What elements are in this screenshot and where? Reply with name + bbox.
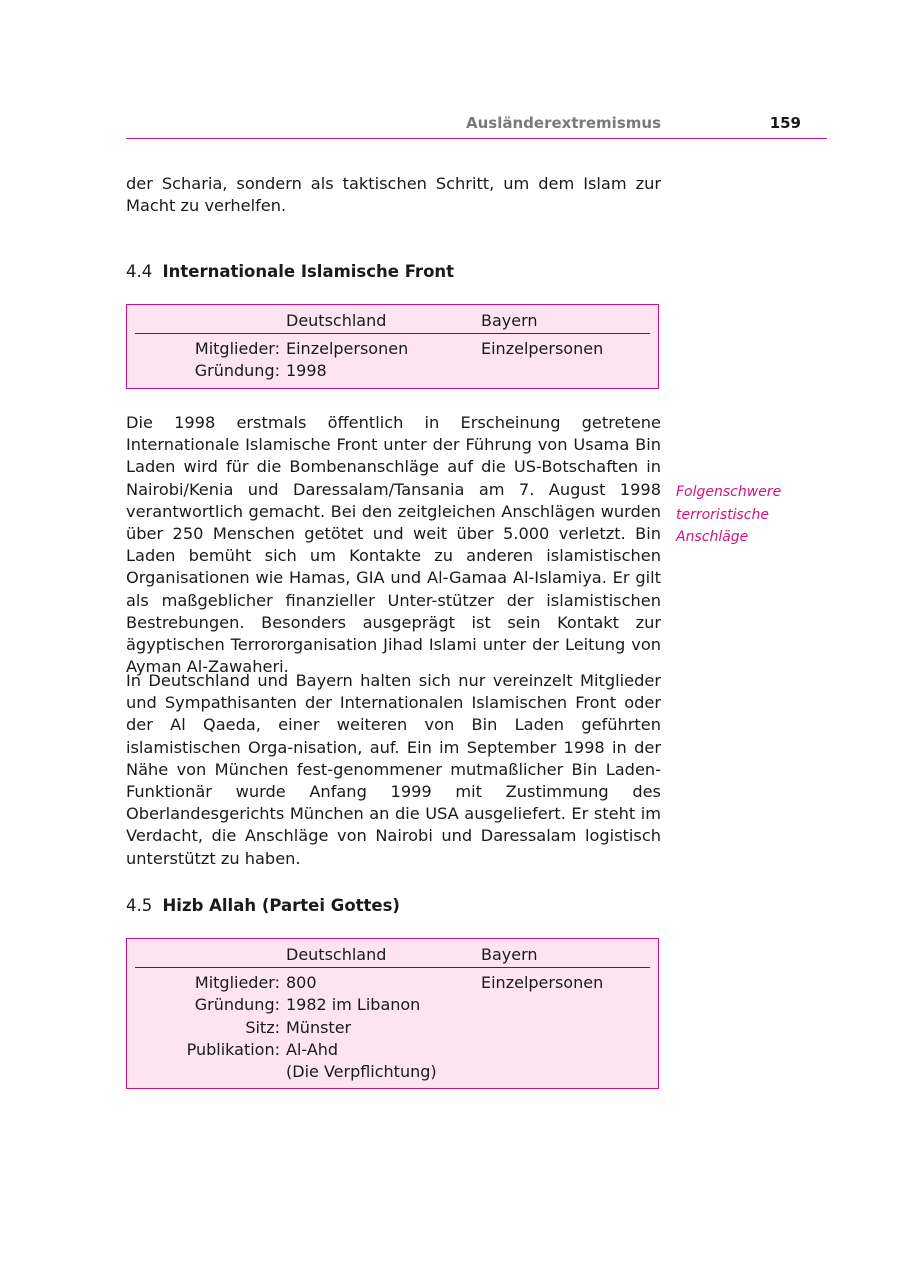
table-row (135, 338, 650, 360)
running-header (126, 114, 827, 139)
table-row (135, 1061, 650, 1083)
info-box-internationale-islamische-front (126, 304, 659, 389)
row-label: Mitglieder: (194, 339, 280, 358)
info-table (135, 311, 650, 383)
body-paragraph-2: In Deutschland und Bayern halten sich nur vereinzelt Mitglieder und Sympathisanten der Internationalen Islamischen Front oder der Al Qaeda, einer weiteren von Bin Laden geführten islamistischen Orga-nisation, auf. Ein im September 1998 in der Nähe von München fest-genommener mutmaßlicher Bin Laden-Funktionär wurde Anfang 1999 mit Zustimmung des Oberlandesgerichts München an die USA ausgeliefert. Er steht im Verdacht, die Anschläge von Nairobi und Daressalam logistisch unterstützt zu haben. (126, 671, 661, 868)
margin-note-line: terroristische (676, 506, 769, 523)
row-value-deutschland: Al-Ahd (286, 1039, 339, 1059)
row-label: Mitglieder: (194, 973, 280, 992)
section-title: Hizb Allah (Partei Gottes) (162, 896, 400, 915)
section-heading-4-5 (126, 896, 400, 915)
margin-note-line: Folgenschwere (676, 484, 782, 500)
row-label: Sitz: (245, 1017, 280, 1037)
page-number: 159 (769, 114, 801, 132)
intro-paragraph: der Scharia, sondern als taktischen Schritt, um dem Islam zur Macht zu verhelfen. (126, 174, 661, 216)
column-header-deutschland: Deutschland (286, 945, 387, 964)
row-value-deutschland: Einzelpersonen (286, 339, 409, 358)
row-value-bayern: Einzelpersonen (481, 339, 604, 358)
row-value-deutschland: Münster (286, 1017, 352, 1037)
column-header-deutschland: Deutschland (286, 311, 387, 330)
row-value-deutschland: 1998 (286, 361, 327, 381)
table-row (135, 972, 650, 994)
row-value-deutschland: (Die Verpflichtung) (286, 1062, 437, 1082)
table-row (135, 360, 650, 382)
info-table (135, 945, 650, 1083)
table-row (135, 994, 650, 1016)
table-row (135, 1039, 650, 1061)
info-table-header (135, 311, 650, 334)
row-label: Publikation: (186, 1039, 280, 1059)
margin-note (676, 481, 806, 549)
section-title: Internationale Islamische Front (162, 262, 455, 281)
table-row (135, 1017, 650, 1039)
section-number: 4.5 (126, 896, 153, 915)
margin-note-line: Anschläge (676, 529, 749, 545)
info-table-header (135, 945, 650, 968)
info-box-hizb-allah (126, 938, 659, 1089)
body-paragraph-1: Die 1998 erstmals öffentlich in Erscheinung getretene Internationale Islamische Front unter der Führung von Usama Bin Laden wird für die Bombenanschläge auf die US-Botschaften in Nairobi/Kenia und Daressalam/Tansania am 7. August 1998 verantwortlich gemacht. Bei den zeitgleichen Anschlägen wurden über 250 Menschen getötet und weit über 5.000 verletzt. Bin Laden bemüht sich um Kontakte zu anderen islamistischen Organisationen wie Hamas, GIA und Al-Gamaa Al-Islamiya. Er gilt als maßgeblicher finanzieller Unter-stützer der islamistischen Bestrebungen. Besonders ausgeprägt ist sein Kontakt zur ägyptischen Terrororganisation Jihad Islami unter der Leitung von Ayman Al-Zawaheri. (126, 413, 661, 677)
section-heading-4-4 (126, 262, 454, 281)
section-number: 4.4 (126, 262, 153, 281)
row-value-bayern: Einzelpersonen (481, 973, 604, 992)
column-header-bayern: Bayern (481, 311, 538, 330)
running-header-title: Ausländerextremismus (466, 114, 661, 132)
row-label: Gründung: (194, 361, 280, 381)
row-value-deutschland: 800 (286, 973, 317, 992)
row-label: Gründung: (194, 995, 280, 1015)
column-header-bayern: Bayern (481, 945, 538, 964)
row-value-deutschland: 1982 im Libanon (286, 995, 421, 1015)
